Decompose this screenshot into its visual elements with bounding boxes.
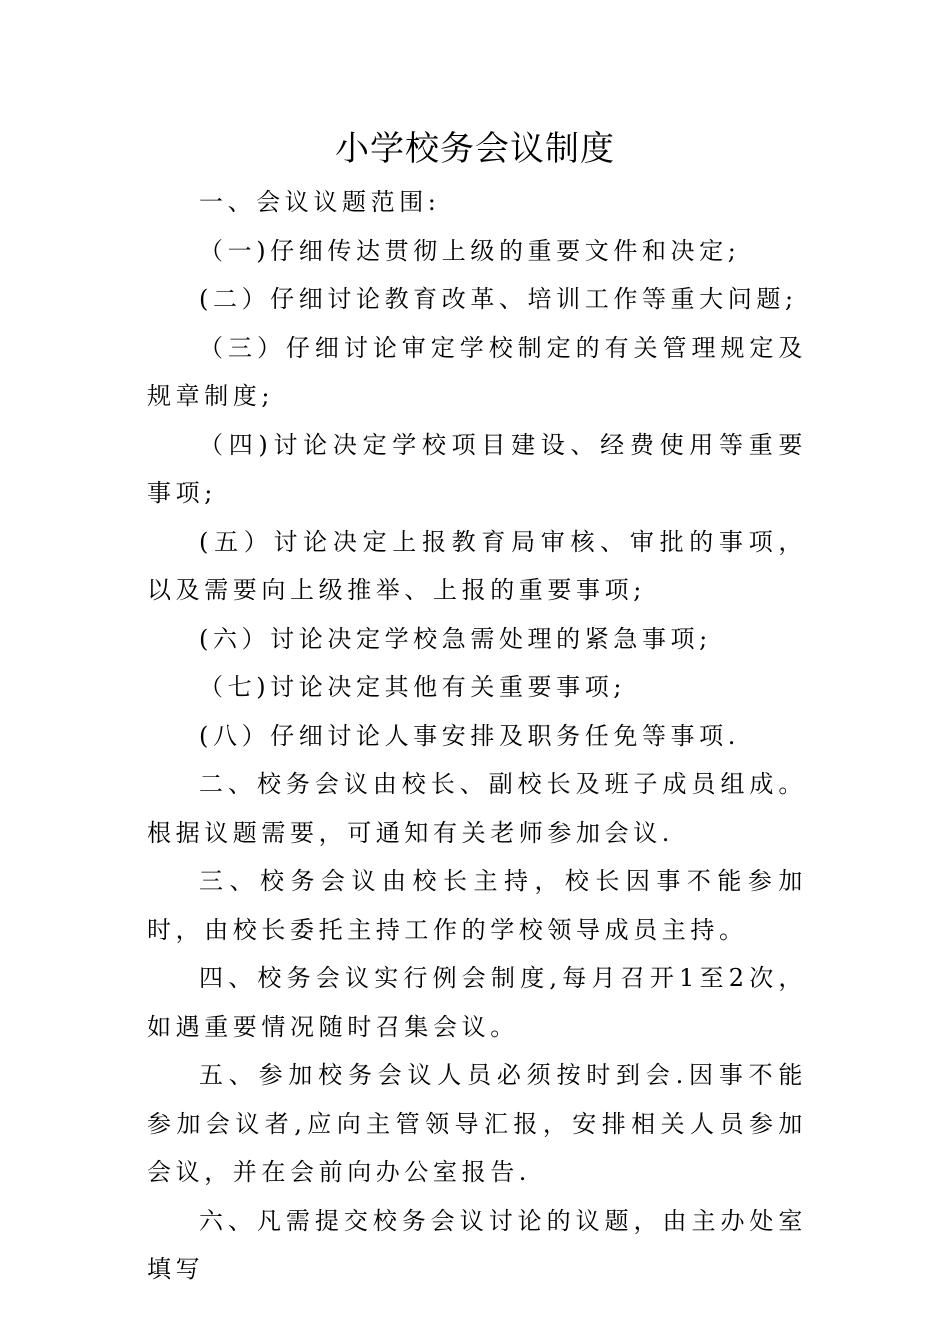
paragraph-3: (二）仔细讨论教育改革、培训工作等重大问题; xyxy=(199,285,798,313)
document-body xyxy=(147,178,807,1294)
paragraph-8: （七)讨论决定其他有关重要事项; xyxy=(199,673,627,701)
paragraph-4: （三）仔细讨论审定学校制定的有关管理规定及规章制度; xyxy=(147,333,807,410)
paragraph-2: （一)仔细传达贯彻上级的重要文件和决定; xyxy=(199,236,741,265)
paragraph-12: 四、校务会议实行例会制度,每月召开1至2次，如遇重要情况随时召集会议。 xyxy=(147,964,807,1041)
paragraph-10: 二、校务会议由校长、副校长及班子成员组成。根据议题需要，可通知有关老师参加会议. xyxy=(147,770,807,847)
page-title: 小学校务会议制度 xyxy=(335,129,615,169)
paragraph-1: 一、会议议题范围: xyxy=(199,188,441,216)
paragraph-11: 三、校务会议由校长主持，校长因事不能参加时，由校长委托主持工作的学校领导成员主持。 xyxy=(147,867,807,944)
paragraph-6: (五）讨论决定上报教育局审核、审批的事项，以及需要向上级推举、上报的重要事项; xyxy=(147,527,807,604)
paragraph-5: （四)讨论决定学校项目建设、经费使用等重要事项; xyxy=(147,430,807,507)
paragraph-13: 五、参加校务会议人员必须按时到会.因事不能参加会议者,应向主管领导汇报，安排相关人员参加会议，并在会前向办公室报告. xyxy=(147,1061,807,1186)
paragraph-9: (八）仔细讨论人事安排及职务任免等事项. xyxy=(199,721,740,750)
paragraph-7: (六）讨论决定学校急需处理的紧急事项; xyxy=(199,624,712,653)
paragraph-14: 六、凡需提交校务会议讨论的议题，由主办处室填写 xyxy=(147,1206,807,1283)
